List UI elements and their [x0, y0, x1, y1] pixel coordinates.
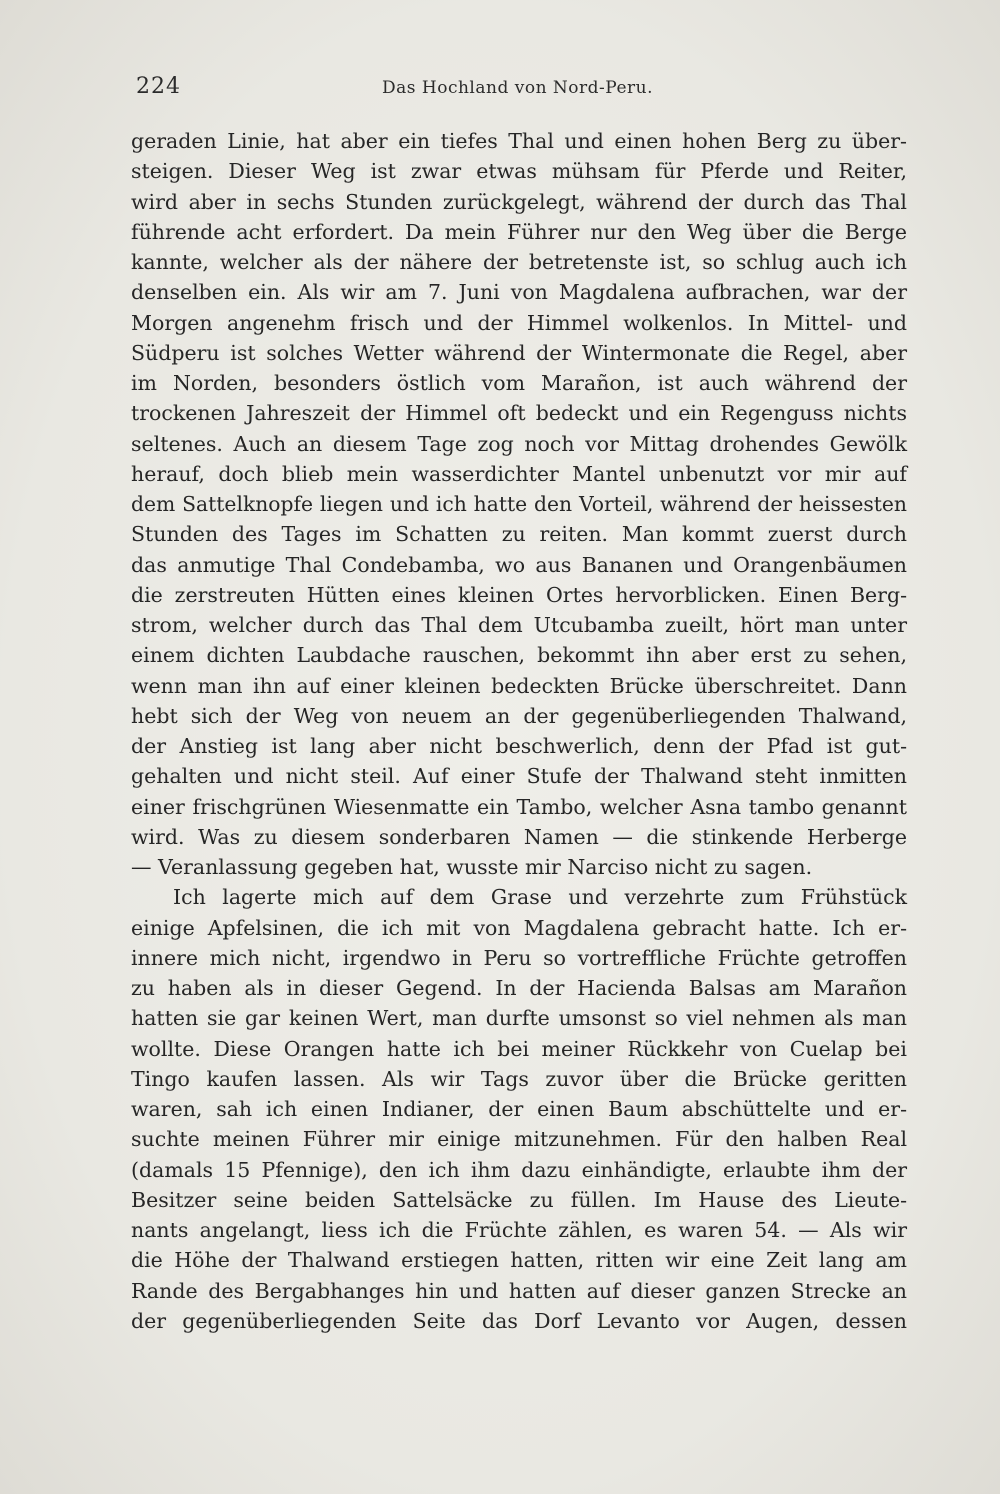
text-line: zu haben als in dieser Gegend. In der Hacienda Balsas am Marañon [131, 976, 907, 1000]
text-line: einer frischgrünen Wiesenmatte ein Tambo, welcher Asna tambo genannt [131, 794, 907, 819]
text-line: nants angelangt, liess ich die Früchte zählen, es waren 54. — Als wir [131, 1218, 907, 1242]
text-line: die Höhe der Thalwand erstiegen hatten, ritten wir eine Zeit lang am [131, 1248, 907, 1273]
text-line: herauf, doch blieb mein wasserdichter Mantel unbenutzt vor mir auf [131, 461, 907, 486]
text-line: denselben ein. Als wir am 7. Juni von Magdalena aufbrachen, war der [131, 280, 907, 305]
text-line: einige Apfelsinen, die ich mit von Magdalena gebracht hatte. Ich er- [131, 915, 907, 940]
text-line: suchte meinen Führer mir einige mitzunehmen. Für den halben Real [131, 1127, 907, 1152]
text-line: die zerstreuten Hütten eines kleinen Ortes hervorblicken. Einen Berg- [131, 582, 907, 607]
text-line: Südperu ist solches Wetter während der Wintermonate die Regel, aber [131, 340, 907, 365]
text-line: im Norden, besonders östlich vom Marañon, ist auch während der [131, 371, 907, 395]
text-line: Morgen angenehm frisch und der Himmel wolkenlos. In Mittel- und [131, 310, 907, 335]
body-text [131, 126, 907, 1336]
text-line: strom, welcher durch das Thal dem Utcubamba zueilt, hört man unter [131, 613, 907, 637]
text-line: wird. Was zu diesem sonderbaren Namen — die stinkende Herberge [131, 824, 907, 849]
text-line: Stunden des Tages im Schatten zu reiten. Man kommt zuerst durch [131, 522, 907, 547]
text-line: wird aber in sechs Stunden zurückgelegt, während der durch das Thal [131, 189, 907, 214]
running-title: Das Hochland von Nord-Peru. [382, 78, 653, 98]
text-line: seltenes. Auch an diesem Tage zog noch vor Mittag drohendes Gewölk [131, 431, 907, 456]
text-line: kannte, welcher als der nähere der betretenste ist, so schlug auch ich [131, 250, 907, 274]
text-line: hatten sie gar keinen Wert, man durfte umsonst so viel nehmen als man [131, 1006, 907, 1031]
text-line: innere mich nicht, irgendwo in Peru so vortreffliche Früchte getroffen [131, 945, 907, 970]
text-line: einem dichten Laubdache rauschen, bekommt ihn aber erst zu sehen, [131, 643, 907, 668]
page-number: 224 [136, 74, 181, 99]
text-line: Rande des Bergabhanges hin und hatten auf dieser ganzen Strecke an [131, 1278, 907, 1303]
text-line: Ich lagerte mich auf dem Grase und verzehrte zum Frühstück [173, 885, 907, 910]
text-line: der Anstieg ist lang aber nicht beschwerlich, denn der Pfad ist gut- [131, 734, 907, 758]
text-line: wenn man ihn auf einer kleinen bedeckten Brücke überschreitet. Dann [131, 673, 907, 698]
text-line: hebt sich der Weg von neuem an der gegenüberliegenden Thalwand, [131, 703, 907, 728]
text-line: Tingo kaufen lassen. Als wir Tags zuvor über die Brücke geritten [131, 1066, 907, 1091]
text-line: steigen. Dieser Weg ist zwar etwas mühsam für Pferde und Reiter, [131, 159, 907, 184]
text-line: führende acht erfordert. Da mein Führer nur den Weg über die Berge [131, 219, 907, 244]
text-line: wollte. Diese Orangen hatte ich bei meiner Rückkehr von Cuelap bei [131, 1036, 907, 1061]
text-line: waren, sah ich einen Indianer, der einen Baum abschüttelte und er- [131, 1097, 907, 1121]
text-line: (damals 15 Pfennige), den ich ihm dazu einhändigte, erlaubte ihm der [131, 1157, 907, 1182]
text-line: — Veranlassung gegeben hat, wusste mir Narciso nicht zu sagen. [131, 855, 813, 879]
text-line: trockenen Jahreszeit der Himmel oft bedeckt und ein Regenguss nichts [131, 401, 907, 426]
text-line: Besitzer seine beiden Sattelsäcke zu füllen. Im Hause des Lieute- [131, 1187, 907, 1212]
text-line: das anmutige Thal Condebamba, wo aus Bananen und Orangenbäumen [131, 552, 907, 577]
text-line: gehalten und nicht steil. Auf einer Stufe der Thalwand steht inmitten [131, 764, 907, 789]
text-line: geraden Linie, hat aber ein tiefes Thal und einen hohen Berg zu über- [131, 129, 907, 153]
text-line: dem Sattelknopfe liegen und ich hatte den Vorteil, während der heissesten [131, 492, 907, 516]
page-header [132, 74, 902, 104]
text-line: der gegenüberliegenden Seite das Dorf Levanto vor Augen, dessen [131, 1308, 907, 1333]
